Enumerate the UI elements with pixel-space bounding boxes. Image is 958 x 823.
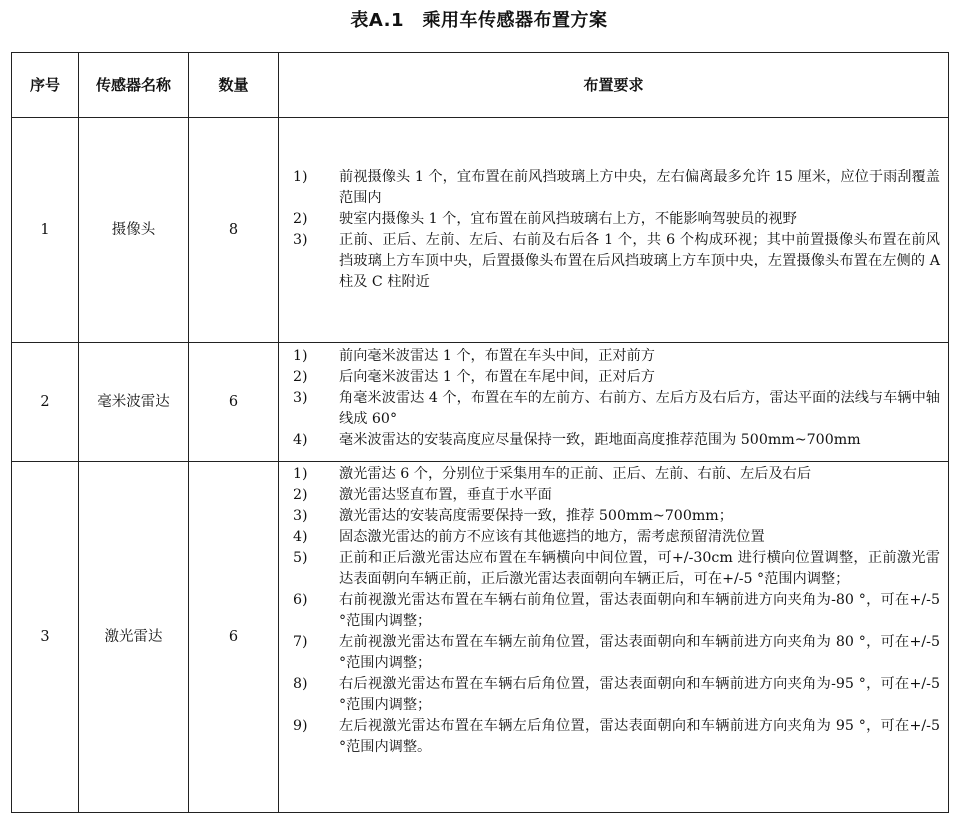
header-sensor-name: 传感器名称 — [79, 53, 189, 118]
row-count: 6 — [189, 343, 279, 462]
requirement-item: 4) 毫米波雷达的安装高度应尽量保持一致，距地面高度推荐范围为 500mm~700mm — [293, 432, 861, 448]
table-row-camera — [12, 118, 949, 343]
row-requirements — [279, 343, 949, 462]
requirement-item: 7) 左前视激光雷达布置在车辆左前角位置，雷达表面朝向和车辆前进方向夹角为 80 °，可在+/-5 °范围内调整； — [293, 634, 940, 671]
requirement-item: 1) 前视摄像头 1 个，宜布置在前风挡玻璃上方中央，左右偏离最多允许 15 厘米，应位于雨刮覆盖范围内 — [293, 169, 940, 206]
requirement-item: 2) 后向毫米波雷达 1 个，布置在车尾中间，正对后方 — [293, 369, 655, 385]
sensor-layout-table — [11, 52, 949, 813]
requirement-item: 6) 右前视激光雷达布置在车辆右前角位置，雷达表面朝向和车辆前进方向夹角为-80 °，可在+/-5 °范围内调整； — [293, 592, 940, 629]
requirement-item: 2) 激光雷达竖直布置，垂直于水平面 — [293, 487, 552, 503]
requirement-item: 5) 正前和正后激光雷达应布置在车辆横向中间位置，可+/-30cm 进行横向位置调整，正前激光雷达表面朝向车辆正前，正后激光雷达表面朝向车辆正后，可在+/-5 °范围内调整； — [293, 550, 940, 587]
row-sensor-name: 激光雷达 — [79, 462, 189, 813]
requirement-item: 3) 角毫米波雷达 4 个，布置在车的左前方、右前方、左后方及右后方，雷达平面的法线与车辆中轴线成 60° — [293, 390, 940, 427]
row-requirements — [279, 118, 949, 343]
row-sensor-name: 摄像头 — [79, 118, 189, 343]
requirement-item: 2) 驶室内摄像头 1 个，宜布置在前风挡玻璃右上方，不能影响驾驶员的视野 — [293, 211, 797, 227]
header-index: 序号 — [12, 53, 79, 118]
row-index: 1 — [12, 118, 79, 343]
requirement-item: 3) 激光雷达的安装高度需要保持一致，推荐 500mm~700mm； — [293, 508, 733, 524]
requirement-item: 1) 前向毫米波雷达 1 个，布置在车头中间，正对前方 — [293, 348, 655, 364]
requirement-item: 4) 固态激光雷达的前方不应该有其他遮挡的地方，需考虑预留清洗位置 — [293, 529, 765, 545]
row-count: 8 — [189, 118, 279, 343]
table-row-lidar — [12, 462, 949, 813]
row-index: 2 — [12, 343, 79, 462]
header-row — [12, 53, 949, 118]
requirement-item: 3) 正前、正后、左前、左后、右前及右后各 1 个，共 6 个构成环视；其中前置摄像头布置在前风挡玻璃上方车顶中央，后置摄像头布置在后风挡玻璃上方车顶中央，左置摄像头布置在左侧的 A 柱及 C 柱附近 — [293, 232, 940, 290]
requirement-item: 1) 激光雷达 6 个，分别位于采集用车的正前、正后、左前、右前、左后及右后 — [293, 466, 812, 482]
table-row-mmwave-radar — [12, 343, 949, 462]
header-requirement: 布置要求 — [279, 53, 949, 118]
requirement-item: 8) 右后视激光雷达布置在车辆右后角位置，雷达表面朝向和车辆前进方向夹角为-95 °，可在+/-5 °范围内调整； — [293, 676, 940, 713]
table-title: 表A.1 乘用车传感器布置方案 — [350, 10, 608, 31]
row-sensor-name: 毫米波雷达 — [79, 343, 189, 462]
row-requirements — [279, 462, 949, 813]
header-count: 数量 — [189, 53, 279, 118]
row-index: 3 — [12, 462, 79, 813]
row-count: 6 — [189, 462, 279, 813]
requirement-item: 9) 左后视激光雷达布置在车辆左后角位置，雷达表面朝向和车辆前进方向夹角为 95 °，可在+/-5 °范围内调整。 — [293, 718, 940, 755]
